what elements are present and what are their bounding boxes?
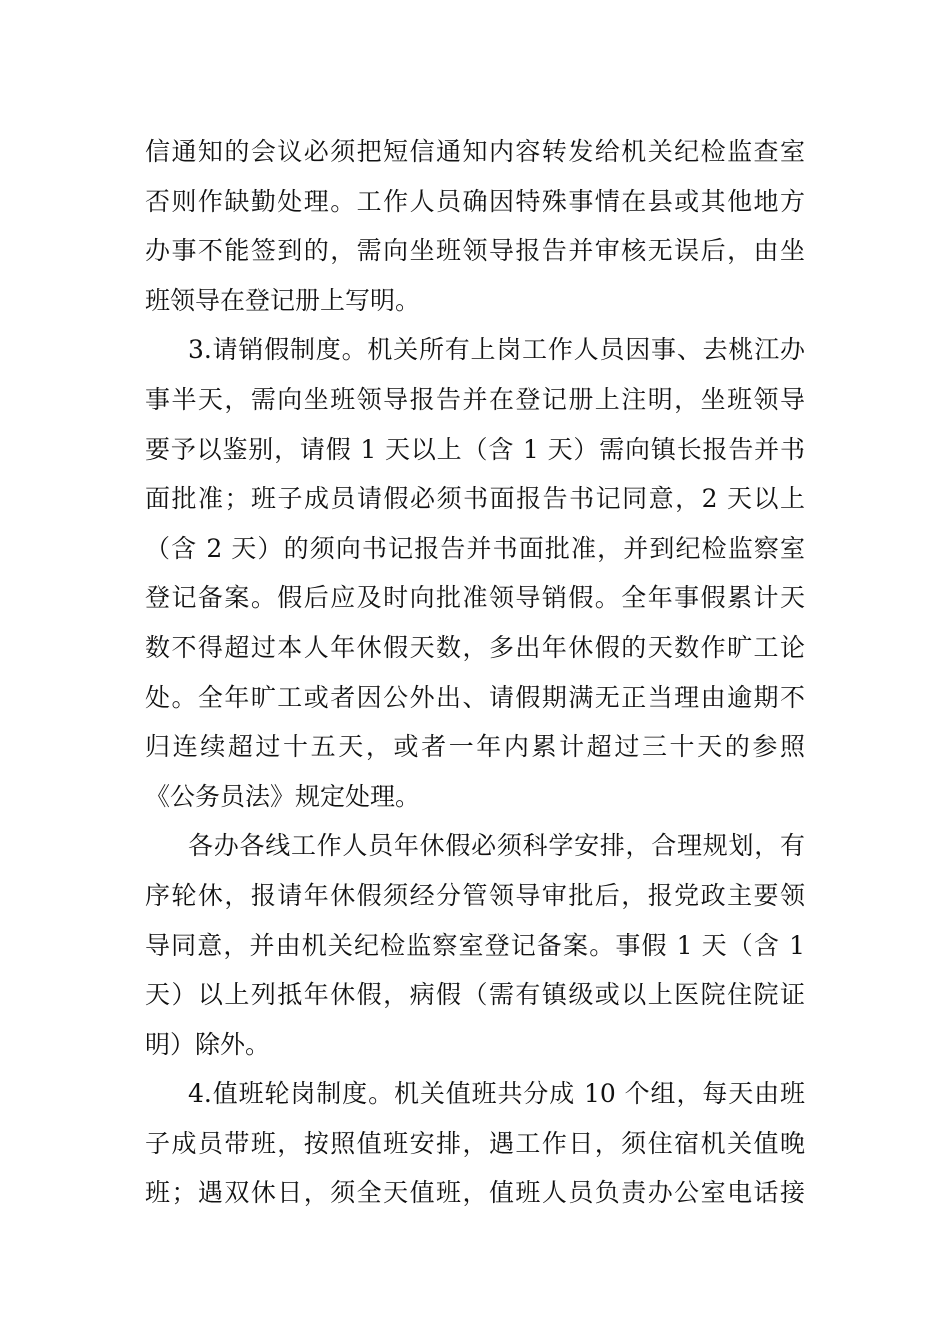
- text-line: 3.请销假制度。机关所有上岗工作人员因事、去桃江办: [188, 335, 805, 365]
- text-line: 信通知的会议必须把短信通知内容转发给机关纪检监查室: [145, 137, 805, 166]
- paragraph-annual-leave: [145, 821, 805, 1069]
- text-line: 明）除外。: [145, 1029, 271, 1059]
- text-line: 面批准；班子成员请假必须书面报告书记同意，2 天以上: [145, 484, 805, 514]
- document-body: [145, 127, 805, 1218]
- paragraph-leave-system: [145, 325, 805, 821]
- text-line: 办事不能签到的，需向坐班领导报告并审核无误后，由坐: [145, 236, 805, 266]
- text-line: 4.值班轮岗制度。机关值班共分成 10 个组，每天由班: [188, 1079, 805, 1109]
- text-line: 处。全年旷工或者因公外出、请假期满无正当理由逾期不: [145, 682, 805, 712]
- text-line: 各办各线工作人员年休假必须科学安排，合理规划，有: [188, 831, 805, 861]
- text-line: （含 2 天）的须向书记报告并书面批准，并到纪检监察室: [145, 533, 805, 563]
- text-line: 登记备案。假后应及时向批准领导销假。全年事假累计天: [145, 583, 805, 613]
- text-line: 子成员带班，按照值班安排，遇工作日，须住宿机关值晚: [145, 1128, 805, 1158]
- text-line: 《公务员法》规定处理。: [145, 781, 421, 811]
- text-line: 数不得超过本人年休假天数，多出年休假的天数作旷工论: [145, 632, 805, 662]
- text-line: 否则作缺勤处理。工作人员确因特殊事情在县或其他地方: [145, 186, 805, 216]
- text-line: 班；遇双休日，须全天值班，值班人员负责办公室电话接: [145, 1178, 805, 1208]
- text-line: 序轮休，报请年休假须经分管领导审批后，报党政主要领: [145, 880, 805, 910]
- text-line: 归连续超过十五天，或者一年内累计超过三十天的参照: [145, 732, 805, 762]
- text-line: 事半天，需向坐班领导报告并在登记册上注明，坐班领导: [145, 384, 805, 414]
- paragraph-attendance-continued: [145, 127, 805, 325]
- text-line: 天）以上列抵年休假，病假（需有镇级或以上医院住院证: [145, 980, 805, 1010]
- text-line: 导同意，并由机关纪检监察室登记备案。事假 1 天（含 1: [145, 930, 805, 960]
- text-line: 班领导在登记册上写明。: [145, 285, 421, 315]
- text-line: 要予以鉴别，请假 1 天以上（含 1 天）需向镇长报告并书: [145, 434, 805, 464]
- paragraph-duty-rotation: [145, 1069, 805, 1218]
